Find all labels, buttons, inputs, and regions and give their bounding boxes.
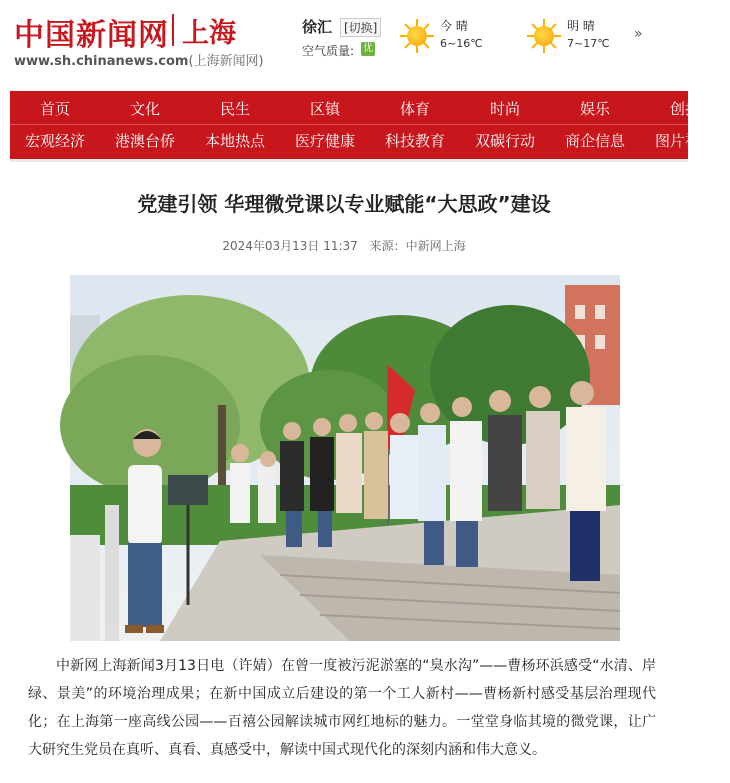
main-nav bbox=[10, 91, 715, 159]
location-switch-button[interactable]: [切换] bbox=[340, 18, 381, 37]
nav-item-hk-macau-taiwan[interactable]: 港澳台侨 bbox=[114, 132, 175, 150]
nav-item-business[interactable]: 商企信息 bbox=[564, 132, 625, 150]
weather-today-temp: 6~16℃ bbox=[440, 37, 483, 50]
logo-url-suffix: (上海新闻网) bbox=[188, 54, 264, 69]
article-title: 党建引领 华理微党课以专业赋能“大思政”建设 bbox=[137, 192, 551, 216]
nav-item-districts[interactable]: 区镇 bbox=[309, 100, 340, 118]
weather-today-label: 今 晴 bbox=[440, 19, 468, 33]
logo-divider bbox=[172, 14, 174, 46]
nav-item-fashion[interactable]: 时尚 bbox=[489, 100, 520, 118]
nav-row-primary bbox=[10, 93, 730, 125]
nav-item-culture[interactable]: 文化 bbox=[129, 100, 160, 118]
nav-item-macro-economy[interactable]: 宏观经济 bbox=[24, 132, 85, 150]
site-header bbox=[0, 0, 688, 90]
nav-item-livelihood[interactable]: 民生 bbox=[219, 100, 250, 118]
nav-row-secondary bbox=[10, 125, 730, 157]
weather-location: 徐汇 bbox=[302, 18, 333, 36]
nav-item-carbon[interactable]: 双碳行动 bbox=[474, 132, 535, 150]
nav-item-home[interactable]: 首页 bbox=[39, 100, 70, 118]
site-logo[interactable]: 中国新闻网 bbox=[14, 18, 169, 53]
sunny-icon bbox=[400, 19, 434, 53]
logo-url-domain: www.sh.chinanews.com bbox=[14, 54, 189, 69]
aqi-label: 空气质量: bbox=[302, 44, 355, 58]
weather-tomorrow-temp: 7~17℃ bbox=[567, 37, 610, 50]
aqi-badge: 优 bbox=[363, 43, 373, 54]
nav-item-startups[interactable]: 创投 bbox=[669, 100, 700, 118]
nav-item-entertainment[interactable]: 娱乐 bbox=[579, 100, 610, 118]
nav-item-tech-edu[interactable]: 科技教育 bbox=[384, 132, 445, 150]
article-paragraph: 中新网上海新闻3月13日电（许婧）在曾一度被污泥淤塞的“臭水沟”——曹杨环浜感受“水清、岸绿、景美”的环境治理成果；在新中国成立后建设的第一个工人新村——曹杨新村感受基层治理现代化；在上海第一座高线公园——百禧公园解读城市网红地标的魅力。一堂堂身临其境的微党课，让广大研究生党员在真听、真看、真感受中，解读中国式现代化的深刻内涵和伟大意义。 bbox=[28, 658, 656, 758]
article-photo-illustration bbox=[70, 275, 620, 641]
article-photo bbox=[70, 275, 620, 641]
nav-item-photo-video[interactable]: 图片视频 bbox=[654, 132, 715, 150]
logo-url bbox=[14, 50, 264, 69]
article-meta bbox=[0, 237, 688, 254]
nav-item-health[interactable]: 医疗健康 bbox=[294, 132, 355, 150]
logo-city[interactable]: 上海 bbox=[182, 18, 236, 49]
weather-more-icon[interactable]: » bbox=[634, 26, 643, 42]
nav-item-local-hot[interactable]: 本地热点 bbox=[204, 132, 265, 150]
article-source[interactable]: 来源：中新网上海 bbox=[369, 239, 466, 253]
nav-shadow bbox=[10, 159, 688, 162]
nav-item-sports[interactable]: 体育 bbox=[399, 100, 430, 118]
article-date: 2024年03月13日 11:37 bbox=[222, 239, 358, 253]
sunny-icon bbox=[527, 19, 561, 53]
weather-tomorrow-label: 明 晴 bbox=[567, 19, 595, 33]
